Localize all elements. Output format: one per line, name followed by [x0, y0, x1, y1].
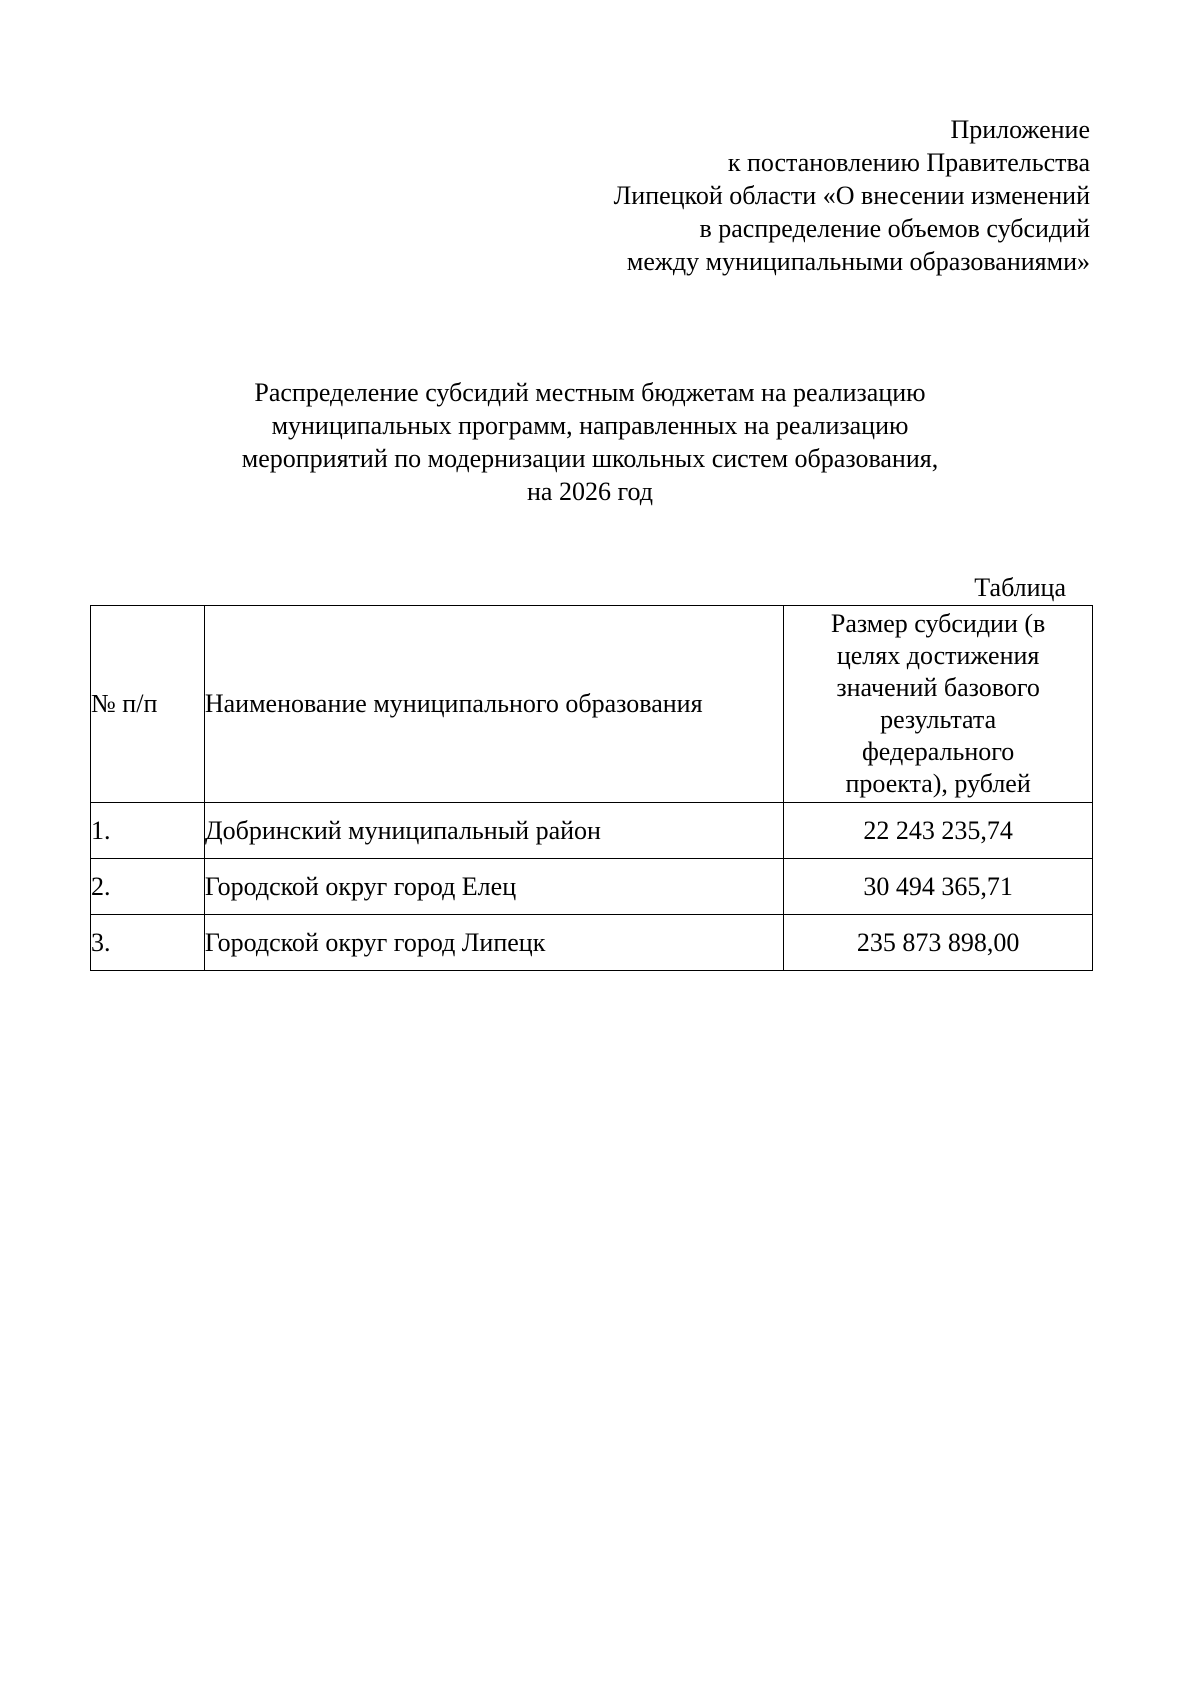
title-line: мероприятий по модернизации школьных систем образования, — [241, 444, 939, 473]
appendix-line: Приложение — [950, 115, 1090, 144]
row-municipality: Городской округ город Елец — [204, 859, 783, 915]
row-municipality: Добринский муниципальный район — [204, 803, 783, 859]
table-row — [91, 859, 1093, 915]
table-row — [91, 803, 1093, 859]
header-amount-line: результата — [880, 705, 997, 734]
title-line: на 2026 год — [527, 477, 653, 506]
table-row — [91, 915, 1093, 971]
subsidy-table — [90, 605, 1093, 971]
header-amount-line: значений базового — [836, 673, 1040, 702]
header-amount-line: Размер субсидии (в — [830, 609, 1046, 638]
row-number: 3. — [91, 915, 205, 971]
row-number: 1. — [91, 803, 205, 859]
appendix-line: между муниципальными образованиями» — [626, 247, 1090, 276]
row-amount: 22 243 235,74 — [784, 803, 1093, 859]
title-line: муниципальных программ, направленных на реализацию — [271, 411, 909, 440]
appendix-line: к постановлению Правительства — [727, 148, 1090, 177]
header-municipality: Наименование муниципального образования — [204, 606, 783, 803]
header-amount-line: проекта), рублей — [845, 769, 1031, 798]
row-amount: 30 494 365,71 — [784, 859, 1093, 915]
table-header-row — [91, 606, 1093, 803]
table-label: Таблица — [974, 573, 1066, 602]
header-number: № п/п — [91, 606, 205, 803]
row-amount: 235 873 898,00 — [784, 915, 1093, 971]
header-subsidy-amount — [784, 606, 1093, 803]
appendix-line: в распределение объемов субсидий — [699, 214, 1090, 243]
header-amount-line: целях достижения — [836, 641, 1040, 670]
header-amount-line: федерального — [861, 737, 1015, 766]
appendix-header — [614, 113, 1090, 278]
title-line: Распределение субсидий местным бюджетам на реализацию — [254, 378, 926, 407]
document-title — [90, 376, 1090, 508]
appendix-line: Липецкой области «О внесении изменений — [613, 181, 1090, 210]
row-municipality: Городской округ город Липецк — [204, 915, 783, 971]
row-number: 2. — [91, 859, 205, 915]
